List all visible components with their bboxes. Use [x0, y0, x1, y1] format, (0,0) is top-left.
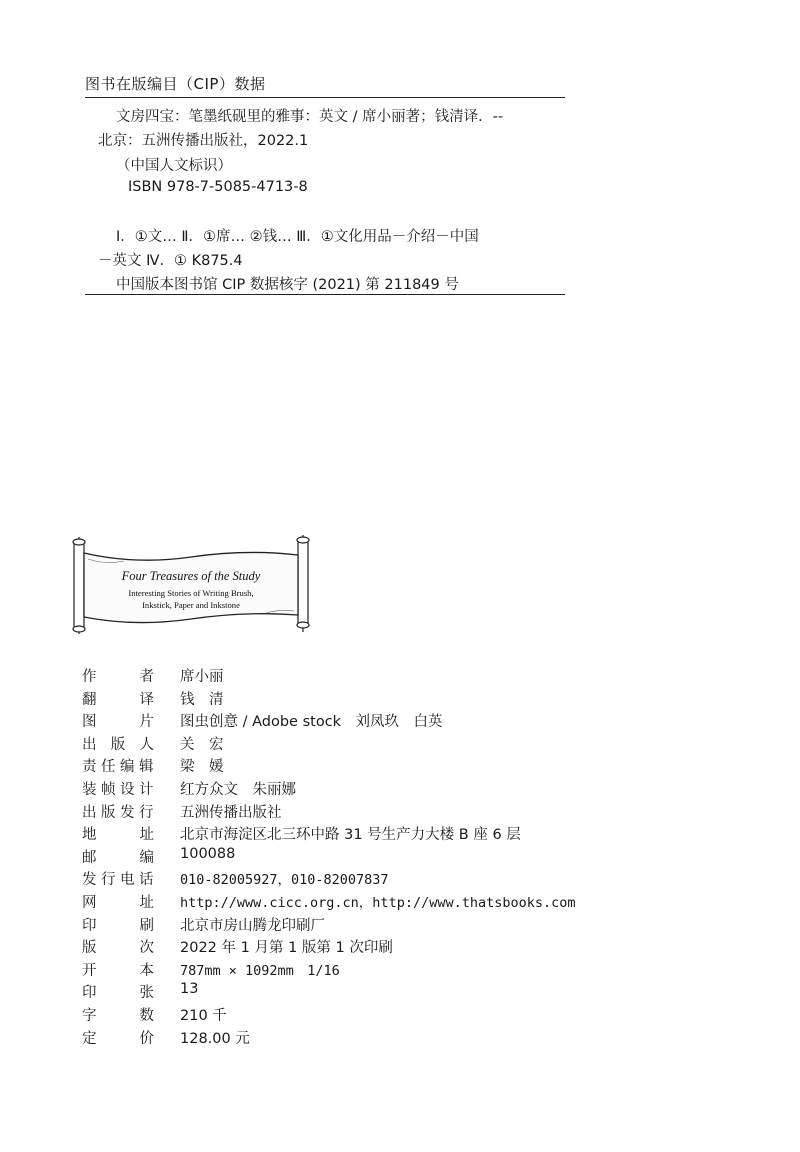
cip-bottom-rule	[85, 294, 565, 295]
credit-value: 2022 年 1 月第 1 版第 1 次印刷	[180, 940, 393, 957]
credit-label	[82, 981, 154, 1002]
scroll-title: Four Treasures of the Study	[121, 569, 261, 583]
credit-label-text: 装 帧 设 计	[82, 781, 154, 798]
credit-value: 787mm × 1092mm 1/16	[180, 962, 340, 979]
cip-classification-line: Ⅰ．①文… Ⅱ．①席… ②钱… Ⅲ．①文化用品－介绍－中国	[116, 229, 479, 245]
credit-label	[82, 868, 154, 889]
credit-value: 13	[180, 981, 199, 998]
cip-isbn-line: ISBN 978-7-5085-4713-8	[128, 179, 308, 195]
credit-label	[82, 1027, 154, 1048]
right-roller-icon	[297, 535, 309, 632]
credit-label	[82, 710, 154, 731]
cip-classification-line-2: －英文 Ⅳ．① K875.4	[98, 253, 243, 269]
credit-label-text: 地 址	[82, 827, 154, 844]
credit-value: 128.00 元	[180, 1030, 250, 1047]
credit-label-text: 定 价	[82, 1030, 154, 1047]
credit-label-text: 印 刷	[82, 917, 154, 934]
credit-value: 钱 清	[180, 691, 224, 708]
credit-label-text: 发 行 电 话	[82, 872, 154, 889]
scroll-banner-logo	[66, 535, 326, 635]
credit-value: 北京市海淀区北三环中路 31 号生产力大楼 B 座 6 层	[180, 827, 521, 844]
cip-series-line: （中国人文标识）	[116, 158, 232, 174]
credit-label	[82, 959, 154, 980]
credit-label-text: 作 者	[82, 669, 154, 685]
credit-value: 010-82005927，010-82007837	[180, 872, 389, 889]
credit-label-text: 版 次	[82, 940, 154, 957]
credit-label-text: 印 张	[82, 985, 154, 1002]
credit-value: 图虫创意 / Adobe stock 刘凤玖 白英	[180, 714, 443, 731]
credit-label	[82, 846, 154, 867]
credit-label-text: 责 任 编 辑	[82, 759, 154, 776]
credit-label	[82, 801, 154, 822]
credit-value: http://www.cicc.org.cn，http://www.thatsbooks.com	[180, 894, 576, 911]
credit-label-text: 字 数	[82, 1007, 154, 1024]
credit-value: 关 宏	[180, 736, 224, 753]
credit-label	[82, 733, 154, 754]
scroll-subtitle-2: Inkstick, Paper and Inkstone	[142, 600, 240, 610]
credit-label	[82, 755, 154, 776]
credit-label	[82, 891, 154, 912]
cip-header: 图书在版编目（CIP）数据	[85, 75, 266, 93]
credit-label	[82, 914, 154, 935]
cip-record-number-line: 中国版本图书馆 CIP 数据核字 (2021) 第 211849 号	[116, 277, 459, 293]
credit-label-text: 开 本	[82, 962, 154, 979]
credit-label-text: 邮 编	[82, 849, 154, 866]
credit-label	[82, 936, 154, 957]
credit-label	[82, 1004, 154, 1025]
credit-value: 五洲传播出版社	[180, 804, 282, 821]
credit-value: 100088	[180, 845, 236, 862]
credit-value: 梁 媛	[180, 759, 224, 776]
credit-label-text: 出 版 发 行	[82, 804, 154, 821]
credit-label	[82, 688, 154, 709]
scroll-subtitle-1: Interesting Stories of Writing Brush,	[128, 588, 254, 598]
credit-label-text: 出 版 人	[82, 736, 154, 753]
cip-top-rule	[85, 97, 565, 98]
credit-label	[82, 665, 154, 686]
credit-value: 北京市房山腾龙印刷厂	[180, 917, 325, 934]
credit-label	[82, 823, 154, 844]
left-roller-icon	[73, 537, 85, 634]
credit-value: 红方众文 朱丽娜	[180, 781, 296, 798]
credit-value: 席小丽	[180, 669, 224, 685]
cip-publisher-line: 北京：五洲传播出版社，2022.1	[98, 133, 309, 149]
cip-title-line: 文房四宝：笔墨纸砚里的雅事：英文 / 席小丽著；钱清译．--	[116, 109, 504, 125]
credit-label-text: 网 址	[82, 894, 154, 911]
credit-label-text: 图 片	[82, 714, 154, 731]
credit-label	[82, 778, 154, 799]
credit-label-text: 翻 译	[82, 691, 154, 708]
credit-value: 210 千	[180, 1007, 227, 1024]
